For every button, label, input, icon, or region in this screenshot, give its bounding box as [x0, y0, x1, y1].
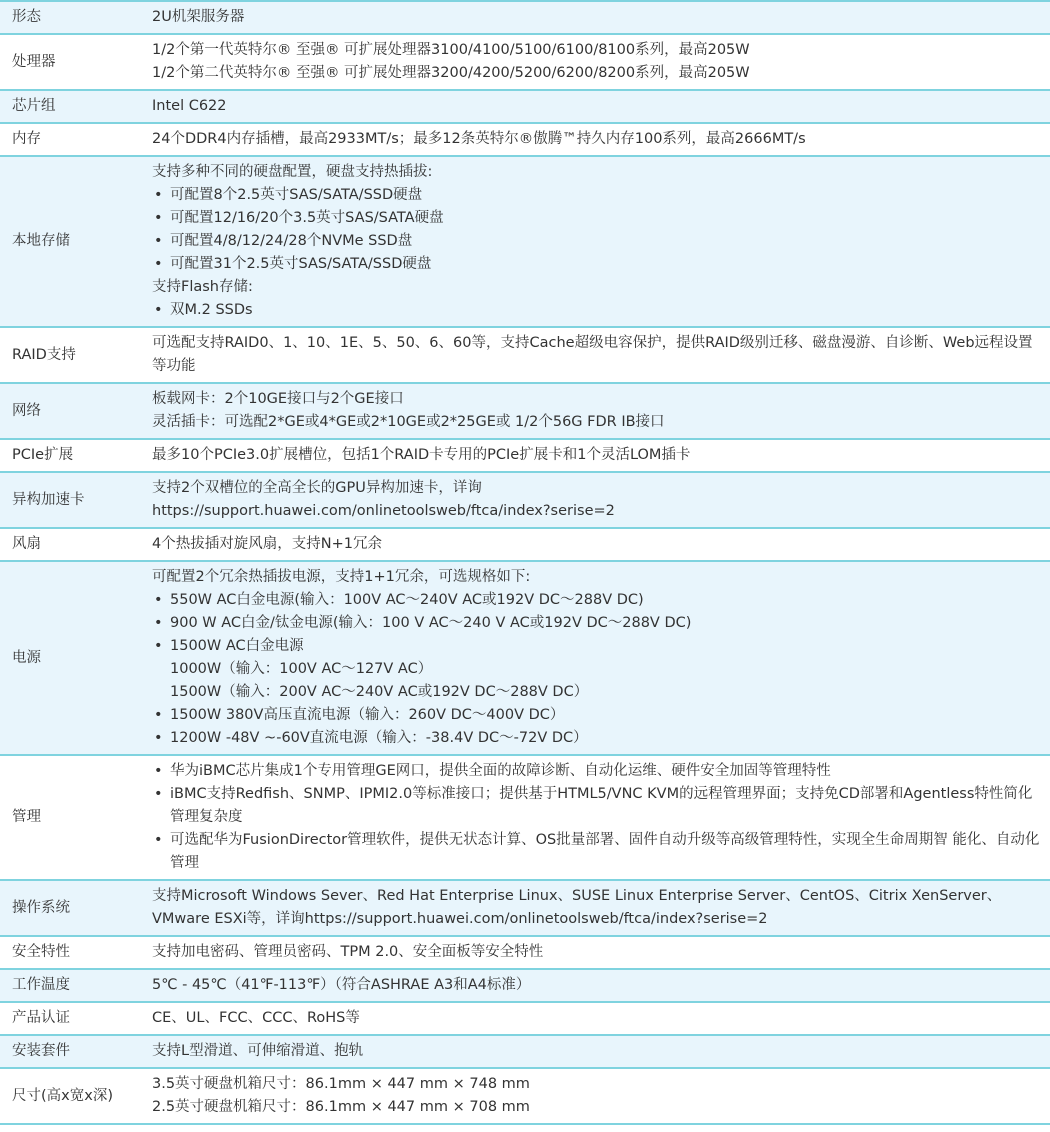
bullet-item: • 1500W AC白金电源: [152, 635, 1042, 658]
bullet-item: • 华为iBMC芯片集成1个专用管理GE网口，提供全面的故障诊断、自动化运维、硬件安全加固等管理特性: [152, 760, 1042, 783]
bullet-item: • 可选配华为FusionDirector管理软件，提供无状态计算、OS批量部署、固件自动升级等高级管理特性，实现全生命周期智 能化、自动化管理: [152, 829, 1042, 875]
spec-label: 异构加速卡: [0, 472, 140, 528]
spec-row: [0, 439, 1050, 472]
bullet-item: • 可配置12/16/20个3.5英寸SAS/SATA硬盘: [152, 207, 1042, 230]
value-line: 支持多种不同的硬盘配置，硬盘支持热插拔:: [152, 164, 433, 180]
spec-row: [0, 327, 1050, 383]
bullet-item: • 1500W 380V高压直流电源（输入：260V DC～400V DC）: [152, 704, 1042, 727]
spec-label: 网络: [0, 383, 140, 439]
spec-row: [0, 383, 1050, 439]
spec-value: [140, 880, 1050, 936]
spec-value: [140, 439, 1050, 472]
spec-row: [0, 1002, 1050, 1035]
value-line: 灵活插卡：可选配2*GE或4*GE或2*10GE或2*25GE或 1/2个56G FDR IB接口: [152, 414, 665, 430]
bullet-item: • 可配置8个2.5英寸SAS/SATA/SSD硬盘: [152, 184, 1042, 207]
spec-label: 安装套件: [0, 1035, 140, 1068]
spec-value: [140, 90, 1050, 123]
value-line: 支持L型滑道、可伸缩滑道、抱轨: [152, 1043, 364, 1059]
spec-label: 管理: [0, 755, 140, 880]
spec-label: 形态: [0, 1, 140, 34]
spec-value: [140, 34, 1050, 90]
spec-value: [140, 969, 1050, 1002]
spec-label: 电源: [0, 561, 140, 755]
spec-label: 内存: [0, 123, 140, 156]
bullet-item: • iBMC支持Redfish、SNMP、IPMI2.0等标准接口；提供基于HTML5/VNC KVM的远程管理界面；支持免CD部署和Agentless特性简化管理复杂度: [152, 783, 1042, 829]
spec-row: [0, 1035, 1050, 1068]
value-line: 支持加电密码、管理员密码、TPM 2.0、安全面板等安全特性: [152, 944, 544, 960]
bullet-item: • 可配置4/8/12/24/28个NVMe SSD盘: [152, 230, 1042, 253]
spec-value: [140, 936, 1050, 969]
spec-label: 芯片组: [0, 90, 140, 123]
spec-row: [0, 528, 1050, 561]
spec-row: [0, 90, 1050, 123]
value-line: 支持Flash存储:: [152, 279, 253, 295]
spec-row: [0, 561, 1050, 755]
value-line: Intel C622: [152, 98, 227, 114]
spec-value: [140, 1035, 1050, 1068]
value-line: 可选配支持RAID0、1、10、1E、5、50、6、60等，支持Cache超级电容保护，提供RAID级别迁移、磁盘漫游、自诊断、Web远程设置等功能: [152, 335, 1033, 374]
spec-value: [140, 383, 1050, 439]
spec-row: [0, 755, 1050, 880]
value-line: 1000W（输入：100V AC～127V AC）: [170, 661, 433, 677]
value-line: 支持2个双槽位的全高全长的GPU异构加速卡，详询: [152, 480, 482, 496]
value-line: 24个DDR4内存插槽，最高2933MT/s；最多12条英特尔®傲腾™持久内存100系列，最高2666MT/s: [152, 131, 806, 147]
spec-value: [140, 1068, 1050, 1124]
spec-value: [140, 755, 1050, 880]
spec-label: 尺寸(高x宽x深): [0, 1068, 140, 1124]
value-line: 5℃ - 45℃（41℉-113℉）（符合ASHRAE A3和A4标准）: [152, 977, 531, 993]
bullet-item: • 900 W AC白金/钛金电源(输入：100 V AC～240 V AC或192V DC～288V DC): [152, 612, 1042, 635]
spec-value: [140, 156, 1050, 327]
spec-row: [0, 472, 1050, 528]
spec-row: [0, 936, 1050, 969]
spec-row: [0, 880, 1050, 936]
spec-label: 处理器: [0, 34, 140, 90]
value-line: 1/2个第二代英特尔® 至强® 可扩展处理器3200/4200/5200/6200/8200系列，最高205W: [152, 65, 750, 81]
spec-label: PCIe扩展: [0, 439, 140, 472]
spec-value: [140, 561, 1050, 755]
bullet-item: • 550W AC白金电源(输入：100V AC～240V AC或192V DC～288V DC): [152, 589, 1042, 612]
spec-value: [140, 327, 1050, 383]
value-line: 板载网卡：2个10GE接口与2个GE接口: [152, 391, 404, 407]
value-line: 最多10个PCIe3.0扩展槽位，包括1个RAID卡专用的PCIe扩展卡和1个灵活LOM插卡: [152, 447, 691, 463]
spec-label: RAID支持: [0, 327, 140, 383]
spec-row: [0, 34, 1050, 90]
value-line[interactable]: 支持Microsoft Windows Sever、Red Hat Enterprise Linux、SUSE Linux Enterprise Server、CentOS、Citrix XenServer、VMware ESXi等，详询https://support.huawei.com/onlinetoolsweb/ftca/index?serise=2: [152, 888, 1002, 927]
spec-value: [140, 528, 1050, 561]
spec-table-body: [0, 1, 1050, 1124]
spec-label: 操作系统: [0, 880, 140, 936]
spec-label: 工作温度: [0, 969, 140, 1002]
spec-value: [140, 123, 1050, 156]
spec-row: [0, 123, 1050, 156]
value-line: 2.5英寸硬盘机箱尺寸：86.1mm × 447 mm × 708 mm: [152, 1099, 530, 1115]
value-line: 3.5英寸硬盘机箱尺寸：86.1mm × 447 mm × 748 mm: [152, 1076, 530, 1092]
bullet-item: • 1200W -48V ~-60V直流电源（输入：-38.4V DC～-72V DC）: [152, 727, 1042, 750]
value-line: 4个热拔插对旋风扇，支持N+1冗余: [152, 536, 382, 552]
bullet-item: • 双M.2 SSDs: [152, 299, 1042, 322]
spec-row: [0, 1, 1050, 34]
spec-label: 安全特性: [0, 936, 140, 969]
value-line: CE、UL、FCC、CCC、RoHS等: [152, 1010, 360, 1026]
spec-label: 本地存储: [0, 156, 140, 327]
value-line: 1/2个第一代英特尔® 至强® 可扩展处理器3100/4100/5100/6100/8100系列，最高205W: [152, 42, 750, 58]
spec-row: [0, 969, 1050, 1002]
value-line[interactable]: https://support.huawei.com/onlinetoolsweb/ftca/index?serise=2: [152, 503, 615, 519]
spec-row: [0, 156, 1050, 327]
spec-row: [0, 1068, 1050, 1124]
bullet-item: • 可配置31个2.5英寸SAS/SATA/SSD硬盘: [152, 253, 1042, 276]
value-line: 2U机架服务器: [152, 9, 245, 25]
spec-value: [140, 472, 1050, 528]
spec-value: [140, 1, 1050, 34]
spec-value: [140, 1002, 1050, 1035]
value-line: 1500W（输入：200V AC～240V AC或192V DC～288V DC）: [170, 684, 589, 700]
spec-label: 产品认证: [0, 1002, 140, 1035]
value-line: 可配置2个冗余热插拔电源，支持1+1冗余，可选规格如下:: [152, 569, 531, 585]
spec-label: 风扇: [0, 528, 140, 561]
